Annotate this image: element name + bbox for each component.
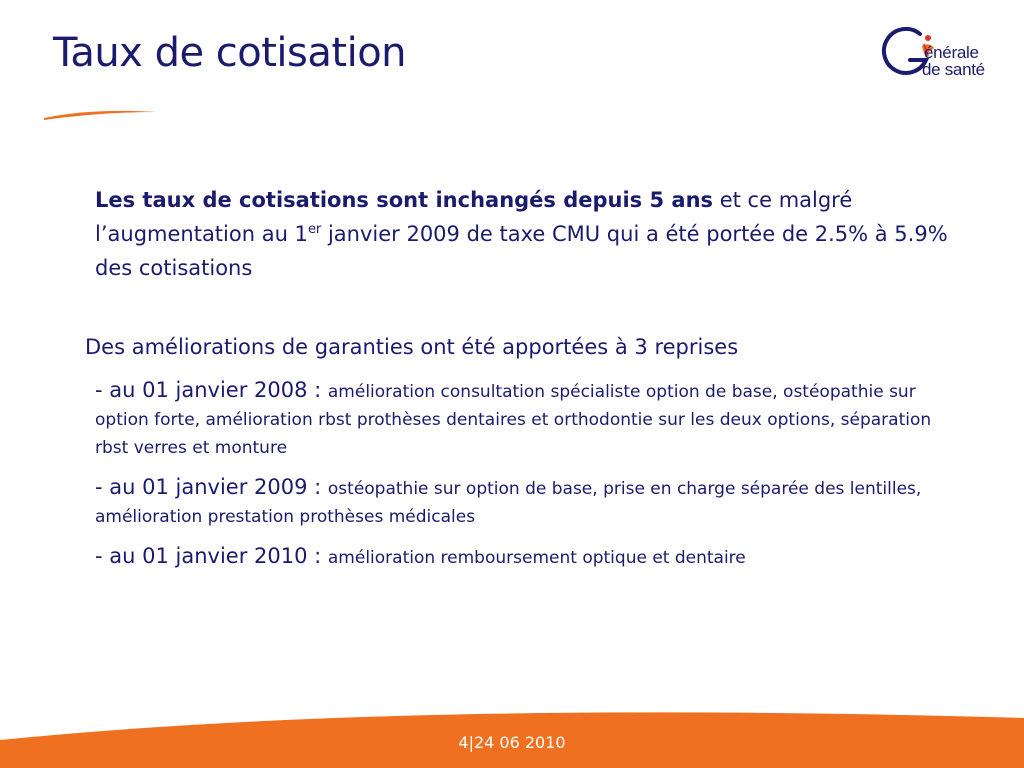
- intro-text-part1: et ce malgré l’augmentation au 1: [95, 188, 853, 246]
- improvement-description: ostéopathie sur option de base, prise en charge séparée des lentilles, amélioration prestation prothèses médicales: [95, 479, 922, 527]
- logo-text-line1: énérale: [924, 43, 979, 62]
- improvement-description: amélioration remboursement optique et dentaire: [327, 548, 746, 568]
- title-underline-swoosh: [42, 106, 162, 126]
- improvement-item-2008: [95, 376, 955, 462]
- slide-title: Taux de cotisation: [53, 30, 407, 76]
- improvements-heading: Des améliorations de garanties ont été apportées à 3 reprises: [85, 335, 739, 359]
- logo-text-line2: de santé: [922, 60, 985, 79]
- intro-superscript: er: [307, 222, 322, 237]
- intro-bold-text: Les taux de cotisations sont inchangés depuis 5 ans: [95, 188, 714, 212]
- footer-page-date: 4|24 06 2010: [458, 733, 566, 752]
- improvement-date: - au 01 janvier 2009 :: [95, 475, 328, 499]
- intro-paragraph: [95, 183, 965, 285]
- improvement-date: - au 01 janvier 2010 :: [95, 544, 328, 568]
- intro-text-part2: janvier 2009 de taxe CMU qui a été portée de 2.5% à 5.9% des cotisations: [95, 222, 948, 280]
- improvement-date: - au 01 janvier 2008 :: [95, 378, 328, 402]
- improvement-item-2010: [95, 542, 955, 572]
- improvement-description: amélioration consultation spécialiste option de base, ostéopathie sur option forte, amélioration rbst prothèses dentaires et orthodontie sur les deux options, séparation rbst verres et monture: [95, 382, 932, 458]
- improvement-item-2009: [95, 473, 955, 531]
- company-logo: [880, 24, 1000, 84]
